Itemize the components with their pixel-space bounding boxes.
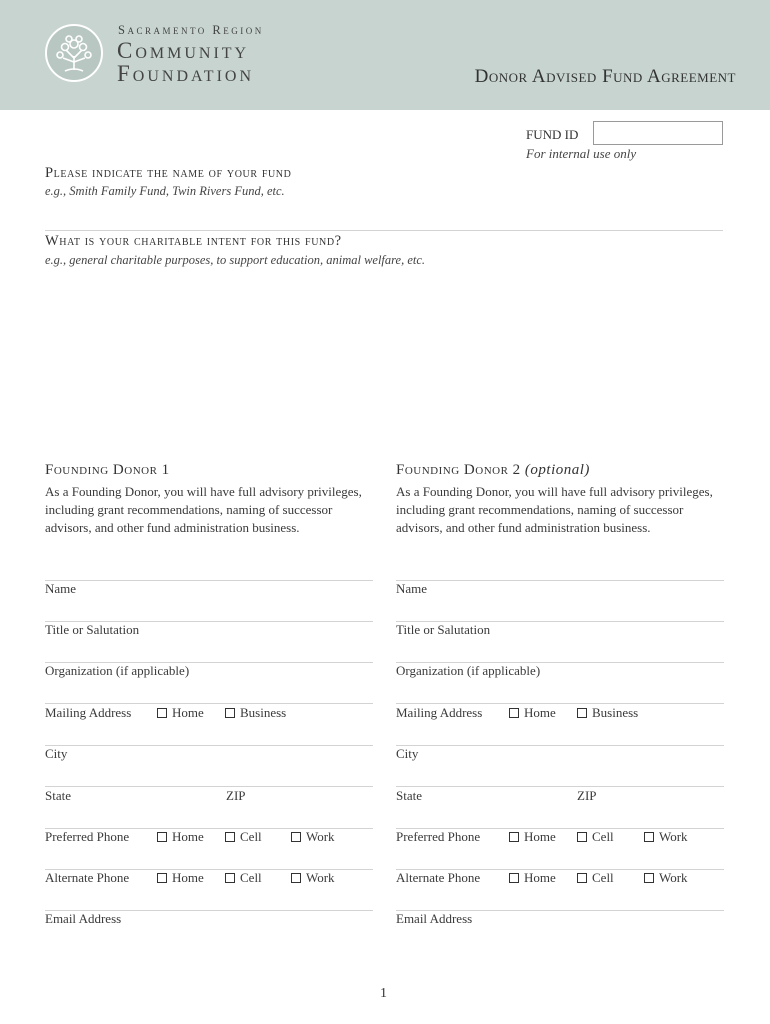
donor-2-description: As a Founding Donor, you will have full advisory privileges, including grant recommendations, naming of successor advisors, and other fund administration business. bbox=[396, 484, 713, 535]
alternate-phone-label: Alternate Phone bbox=[396, 870, 481, 885]
alternate-work-checkbox[interactable]: Work bbox=[291, 870, 335, 886]
donor-2-name-field[interactable] bbox=[396, 581, 724, 603]
header-band bbox=[0, 0, 770, 110]
mailing-business-checkbox[interactable]: Business bbox=[577, 705, 638, 721]
checkbox-icon bbox=[644, 832, 654, 842]
org-name-line3: Foundation bbox=[117, 61, 255, 86]
checkbox-icon bbox=[509, 873, 519, 883]
checkbox-icon bbox=[225, 708, 235, 718]
preferred-home-checkbox[interactable]: Home bbox=[157, 829, 204, 845]
mailing-home-checkbox[interactable]: Home bbox=[157, 705, 204, 721]
donor-2-organization-field[interactable] bbox=[396, 663, 724, 685]
intent-heading: What is your charitable intent for this fund? bbox=[45, 233, 342, 249]
donor-1-preferred-phone-field[interactable] bbox=[45, 829, 373, 851]
alternate-work-checkbox[interactable]: Work bbox=[644, 870, 688, 886]
donor-1-city-field[interactable] bbox=[45, 746, 373, 768]
checkbox-icon bbox=[157, 873, 167, 883]
city-label: City bbox=[396, 746, 419, 761]
city-label: City bbox=[45, 746, 68, 761]
alternate-home-checkbox[interactable]: Home bbox=[157, 870, 204, 886]
divider bbox=[396, 703, 724, 704]
name-label: Name bbox=[396, 581, 428, 596]
donor-1-organization-field[interactable] bbox=[45, 663, 373, 685]
organization-label: Organization (if applicable) bbox=[45, 663, 190, 678]
checkbox-icon bbox=[577, 708, 587, 718]
checkbox-icon bbox=[225, 873, 235, 883]
organization-label: Organization (if applicable) bbox=[396, 663, 541, 678]
mailing-address-label: Mailing Address bbox=[45, 705, 132, 720]
divider bbox=[45, 786, 373, 787]
fund-id-label: FUND ID bbox=[526, 127, 579, 142]
preferred-work-checkbox[interactable]: Work bbox=[291, 829, 335, 845]
fund-name-example: e.g., Smith Family Fund, Twin Rivers Fund, etc. bbox=[45, 184, 285, 198]
donor-2-email-field[interactable] bbox=[396, 911, 724, 933]
document-title: Donor Advised Fund Agreement bbox=[474, 66, 736, 87]
zip-label: ZIP bbox=[577, 788, 597, 803]
alternate-home-checkbox[interactable]: Home bbox=[509, 870, 556, 886]
founding-donor-1-section bbox=[45, 462, 380, 537]
fund-name-heading: Please indicate the name of your fund bbox=[45, 165, 292, 181]
email-address-label: Email Address bbox=[396, 911, 473, 926]
preferred-cell-checkbox[interactable]: Cell bbox=[577, 829, 614, 845]
org-name-line1: Sacramento Region bbox=[118, 23, 264, 37]
state-label: State bbox=[45, 788, 71, 803]
donor-1-email-field[interactable] bbox=[45, 911, 373, 933]
fund-id-input[interactable] bbox=[593, 121, 723, 145]
donor-1-state-zip-field[interactable] bbox=[45, 788, 373, 810]
preferred-home-checkbox[interactable]: Home bbox=[509, 829, 556, 845]
alternate-phone-label: Alternate Phone bbox=[45, 870, 130, 885]
preferred-phone-label: Preferred Phone bbox=[396, 829, 481, 844]
intent-input-area[interactable] bbox=[45, 275, 723, 445]
mailing-address-label: Mailing Address bbox=[396, 705, 483, 720]
checkbox-icon bbox=[577, 832, 587, 842]
donor-2-state-zip-field[interactable] bbox=[396, 788, 724, 810]
donor-2-alternate-phone-field[interactable] bbox=[396, 870, 724, 892]
donor-1-mailing-field[interactable] bbox=[45, 705, 373, 727]
page-number: 1 bbox=[380, 986, 387, 1001]
email-address-label: Email Address bbox=[45, 911, 122, 926]
checkbox-icon bbox=[291, 873, 301, 883]
donor-1-description: As a Founding Donor, you will have full advisory privileges, including grant recommendations, naming of successor advisors, and other fund administration business. bbox=[45, 484, 362, 535]
divider bbox=[45, 703, 373, 704]
fund-id-note: For internal use only bbox=[526, 146, 637, 161]
founding-donor-2-section bbox=[396, 462, 731, 537]
donor-1-alternate-phone-field[interactable] bbox=[45, 870, 373, 892]
name-label: Name bbox=[45, 581, 77, 596]
checkbox-icon bbox=[577, 873, 587, 883]
alternate-cell-checkbox[interactable]: Cell bbox=[577, 870, 614, 886]
mailing-home-checkbox[interactable]: Home bbox=[509, 705, 556, 721]
donor-2-city-field[interactable] bbox=[396, 746, 724, 768]
donor-2-title: Founding Donor 2 (optional) bbox=[396, 462, 590, 478]
zip-label: ZIP bbox=[226, 788, 246, 803]
checkbox-icon bbox=[157, 708, 167, 718]
checkbox-icon bbox=[157, 832, 167, 842]
tree-logo-icon bbox=[45, 24, 103, 82]
org-name-line2: Community bbox=[117, 38, 250, 63]
title-salutation-label: Title or Salutation bbox=[396, 622, 491, 637]
donor-2-preferred-phone-field[interactable] bbox=[396, 829, 724, 851]
preferred-cell-checkbox[interactable]: Cell bbox=[225, 829, 262, 845]
fund-name-input-line[interactable] bbox=[45, 230, 723, 231]
mailing-business-checkbox[interactable]: Business bbox=[225, 705, 286, 721]
title-salutation-label: Title or Salutation bbox=[45, 622, 140, 637]
donor-2-mailing-field[interactable] bbox=[396, 705, 724, 727]
donor-2-title-field[interactable] bbox=[396, 622, 724, 644]
donor-1-name-field[interactable] bbox=[45, 581, 373, 603]
checkbox-icon bbox=[291, 832, 301, 842]
checkbox-icon bbox=[644, 873, 654, 883]
alternate-cell-checkbox[interactable]: Cell bbox=[225, 870, 262, 886]
checkbox-icon bbox=[509, 708, 519, 718]
intent-example: e.g., general charitable purposes, to support education, animal welfare, etc. bbox=[45, 253, 426, 267]
divider bbox=[396, 786, 724, 787]
preferred-work-checkbox[interactable]: Work bbox=[644, 829, 688, 845]
checkbox-icon bbox=[509, 832, 519, 842]
checkbox-icon bbox=[225, 832, 235, 842]
donor-1-title-field[interactable] bbox=[45, 622, 373, 644]
preferred-phone-label: Preferred Phone bbox=[45, 829, 130, 844]
state-label: State bbox=[396, 788, 422, 803]
donor-1-title: Founding Donor 1 bbox=[45, 462, 170, 478]
